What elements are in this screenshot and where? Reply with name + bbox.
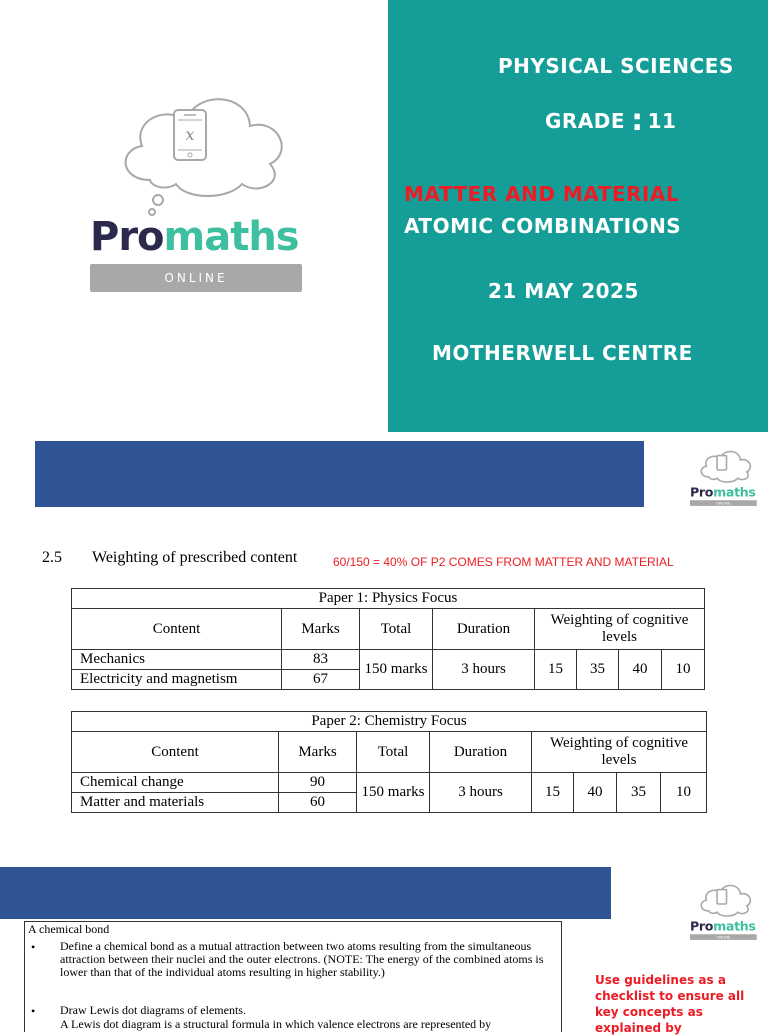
table-cell: 3 hours — [430, 773, 532, 813]
svg-text:x: x — [185, 125, 195, 144]
promaths-logo — [90, 82, 306, 294]
table-cell: 10 — [662, 650, 705, 690]
svg-text:Promaths: Promaths — [690, 484, 756, 500]
table-cell: 35 — [577, 650, 619, 690]
table-cell: 15 — [535, 650, 577, 690]
table-cell: 150 marks — [357, 773, 430, 813]
table-cell: Chemical change — [72, 773, 279, 793]
table-cell: 90 — [279, 773, 357, 793]
col-header: Total — [357, 732, 430, 773]
col-header: Duration — [433, 609, 535, 650]
table-cell: Mechanics — [72, 650, 282, 670]
col-header: Marks — [282, 609, 360, 650]
brand-tagline: ONLINE — [164, 271, 228, 285]
table-cell: 83 — [282, 650, 360, 670]
section-heading: 2.5 Weighting of prescribed content — [42, 549, 298, 566]
table-cell: 35 — [617, 773, 661, 813]
title-panel — [388, 0, 768, 432]
svg-text:Promaths: Promaths — [690, 918, 756, 934]
table-cell: 3 hours — [433, 650, 535, 690]
table-caption: Paper 2: Chemistry Focus — [72, 712, 707, 732]
promaths-logo-small — [690, 880, 758, 940]
excerpt-point: A Lewis dot diagram is a structural formula in which valence electrons are represented by — [60, 1017, 492, 1031]
table-cell: 40 — [619, 650, 662, 690]
bullet-icon: • — [31, 940, 36, 954]
table-cell: 15 — [532, 773, 574, 813]
table-cell: 10 — [661, 773, 707, 813]
paper1-table — [71, 588, 705, 690]
guideline-note: Use guidelines as a checklist to ensure all key concepts as explained by — [595, 973, 745, 1035]
phone-in-cloud-icon — [126, 99, 282, 215]
svg-text:ONLINE: ONLINE — [716, 935, 731, 940]
col-header: Duration — [430, 732, 532, 773]
col-header: Weighting of cognitive levels — [532, 732, 707, 773]
slide-header-bar — [0, 867, 611, 919]
table-cell: 150 marks — [360, 650, 433, 690]
grade-line: GRADE : 11 — [545, 103, 677, 138]
table-caption: Paper 1: Physics Focus — [72, 589, 705, 609]
col-header: Content — [72, 609, 282, 650]
col-header: Weighting of cognitive levels — [535, 609, 705, 650]
weighting-note: 60/150 = 40% OF P2 COMES FROM MATTER AND MATERIAL — [333, 555, 674, 569]
table-cell: 40 — [574, 773, 617, 813]
curriculum-excerpt — [24, 921, 562, 1032]
paper2-table — [71, 711, 707, 813]
subject-title: PHYSICAL SCIENCES — [498, 54, 734, 78]
promaths-logo-small — [690, 446, 758, 506]
subtopic-title: ATOMIC COMBINATIONS — [404, 214, 682, 238]
table-cell: Matter and materials — [72, 793, 279, 813]
bullet-icon: • — [31, 1004, 36, 1018]
col-header: Content — [72, 732, 279, 773]
slide-header-bar — [35, 441, 644, 507]
excerpt-point: Define a chemical bond as a mutual attraction between two atoms resulting from the simultaneous attraction between their nuclei and the outer electrons. (NOTE: The energy of the combined atoms is lower than that of the individual atoms resulting in higher stability.) — [60, 939, 544, 979]
brand-wordmark: Promaths — [90, 214, 299, 260]
table-cell: Electricity and magnetism — [72, 670, 282, 690]
excerpt-heading: A chemical bond — [28, 922, 110, 936]
svg-text:ONLINE: ONLINE — [716, 501, 731, 506]
topic-title: MATTER AND MATERIAL — [404, 182, 680, 206]
col-header: Marks — [279, 732, 357, 773]
session-date: 21 MAY 2025 — [488, 279, 639, 303]
centre-name: MOTHERWELL CENTRE — [432, 341, 693, 365]
table-cell: 67 — [282, 670, 360, 690]
excerpt-point: Draw Lewis dot diagrams of elements. — [60, 1003, 246, 1017]
col-header: Total — [360, 609, 433, 650]
table-cell: 60 — [279, 793, 357, 813]
